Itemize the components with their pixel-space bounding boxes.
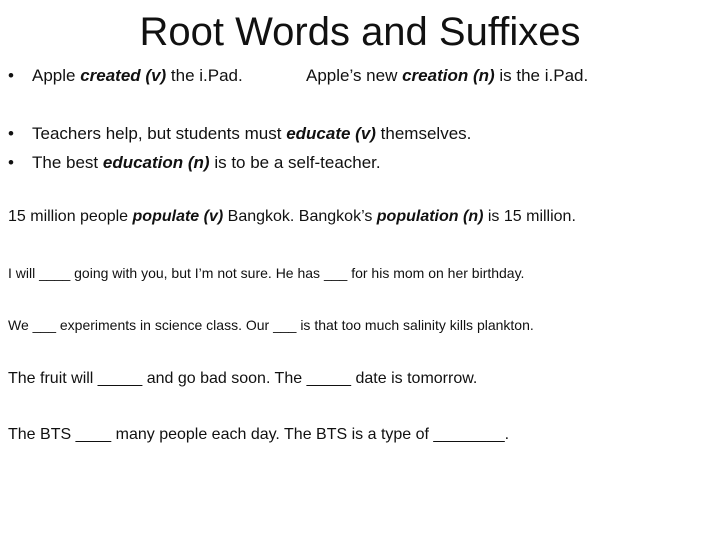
exercise-sentence-1: I will ____ going with you, but I’m not sure. He has ___ for his mom on her birthday. [8,265,525,281]
exercise-sentence-4: The BTS ____ many people each day. The BTS is a type of ________. [8,426,510,443]
bullet-item-creation [306,66,588,86]
text: is to be a self-teacher. [209,153,381,172]
bullet-item-educate [8,124,471,144]
bullet-icon: • [8,153,14,172]
text: The best [32,153,103,172]
bullet-icon: • [8,124,14,143]
exercise-sentence-3: The fruit will _____ and go bad soon. The _____ date is tomorrow. [8,370,478,387]
text: themselves. [375,124,472,143]
sentence-populate [8,208,576,226]
slide-title: Root Words and Suffixes [139,10,581,54]
text: is the i.Pad. [494,66,589,85]
bullet-icon: • [8,66,14,85]
keyword-populate: populate (v) [132,208,224,225]
keyword-education: education (n) [102,153,210,172]
text: Apple’s new [306,66,403,85]
keyword-educate: educate (v) [286,124,376,143]
keyword-created: created (v) [80,66,167,85]
text: 15 million people [8,208,133,225]
text: Teachers help, but students must [32,124,287,143]
text: Apple [32,66,81,85]
exercise-sentence-2: We ___ experiments in science class. Our ___ is that too much salinity kills plankton. [8,317,534,333]
keyword-population: population (n) [376,208,484,225]
text: is 15 million. [483,208,576,225]
bullet-item-created [8,66,243,86]
bullet-item-education [8,153,381,173]
text: Bangkok. Bangkok’s [223,208,377,225]
text: the i.Pad. [166,66,243,85]
keyword-creation: creation (n) [402,66,495,85]
